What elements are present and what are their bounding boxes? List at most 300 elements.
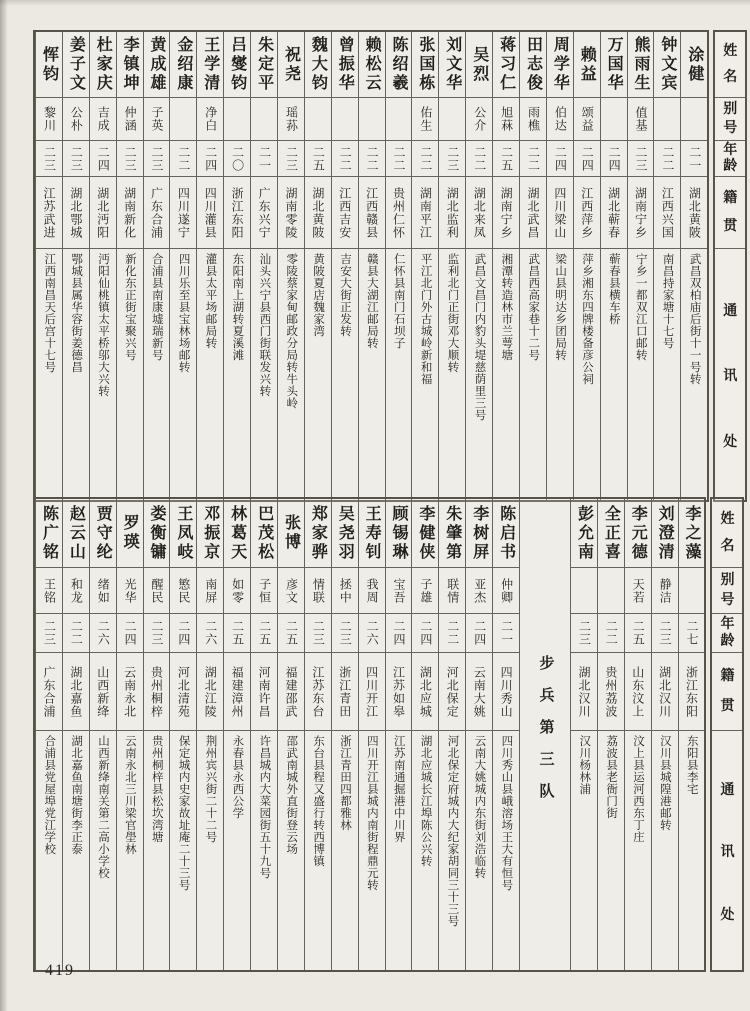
alias-cell [439,98,465,141]
native-cell [359,177,385,249]
person-column [492,32,519,500]
person-age: 二四 [392,620,407,646]
alias-cell [332,568,358,614]
person-column [223,499,250,970]
header-column [713,30,747,502]
name-cell [144,499,170,568]
age-cell [574,141,600,177]
person-column [143,32,170,500]
person-age: 二二 [526,145,541,172]
person-age: 二二 [472,145,487,172]
header-name-char: 姓 [720,511,735,527]
person-column [358,499,385,970]
native-cell [493,653,519,731]
age-cell [197,141,223,177]
native-cell [278,177,304,249]
person-address: 许昌城内大菜园街五十九号 [258,735,271,879]
header-name-char: 名 [723,70,738,86]
alias-cell [224,568,250,614]
alias-cell [547,98,573,141]
alias-cell [90,98,116,141]
person-age: 二六 [96,620,111,646]
person-native: 贵州仁怀 [391,186,406,239]
person-address: 汉川县城隍港邮转 [658,735,671,831]
person-address: 武昌文昌门内豹头堤慈荫里三号 [473,253,486,421]
alias-cell [466,568,492,614]
person-native: 湖北汉川 [657,665,672,718]
person-column [89,499,116,970]
address-cell [681,249,707,500]
person-native: 广东兴宁 [257,186,272,239]
alias-cell [493,98,519,141]
alias-cell [332,98,358,141]
person-native: 云南大姚 [472,665,487,718]
person-age: 二五 [499,145,514,172]
address-cell [197,731,223,970]
person-address: 永春县永西公学 [231,735,244,819]
address-cell [90,731,116,970]
person-address: 仁怀县南门石坝子 [392,253,405,349]
age-cell [278,614,304,653]
name-cell [493,499,519,568]
address-cell [628,249,654,500]
person-column [143,499,170,970]
header-address-char: 处 [723,434,738,450]
address-cell [63,249,89,500]
person-name: 刘文华 [443,36,461,93]
address-cell [117,249,143,500]
people-columns [33,497,706,972]
native-cell [63,177,89,249]
native-cell [386,653,412,731]
person-name: 陈绍羲 [390,36,408,93]
native-cell [386,177,412,249]
native-cell [63,653,89,731]
name-cell [386,499,412,568]
person-column [35,499,62,970]
person-name: 邓振京 [201,504,219,562]
alias-cell [654,98,680,141]
person-native: 山西新绛 [95,665,110,718]
person-name: 钟文宾 [658,36,676,93]
person-native: 湖南宁乡 [633,186,648,239]
person-column [385,499,412,970]
name-cell [412,499,438,568]
header-native-cell [715,177,745,249]
name-cell [466,32,492,98]
native-cell [681,177,707,249]
person-name: 恽钧 [40,45,58,84]
person-native: 浙江青田 [337,665,352,718]
person-alias: 净白 [203,106,218,132]
person-address: 萍乡湘东四牌楼备彦公祠 [581,253,593,385]
alias-cell [90,568,116,614]
age-cell [117,614,143,653]
alias-cell [63,98,89,141]
native-cell [652,653,678,731]
age-cell [493,141,519,177]
name-cell [681,32,707,98]
person-native: 四川灌县 [203,186,218,239]
alias-cell [63,568,89,614]
name-cell [36,499,62,568]
person-native: 四川开江 [364,665,379,718]
address-cell [278,249,304,500]
person-name: 彭允南 [575,504,593,562]
header-column [710,497,744,972]
header-name-char: 姓 [723,43,738,59]
person-name: 周学华 [551,36,569,93]
person-age: 二二 [660,145,675,172]
person-native: 福建漳州 [230,665,245,718]
person-alias: 子恒 [257,577,272,604]
person-alias: 颂益 [580,106,595,132]
person-age: 二一 [687,145,702,172]
address-cell [251,731,277,970]
native-cell [412,653,438,731]
person-alias: 仲卿 [499,577,514,604]
person-address: 南昌持家塘十七号 [661,253,674,349]
age-cell [466,614,492,653]
native-cell [90,177,116,249]
alias-cell [386,98,412,141]
person-age: 二二 [69,620,84,646]
person-alias: 彦文 [284,577,299,604]
person-column [304,499,331,970]
alias-cell [412,98,438,141]
name-cell [574,32,600,98]
age-cell [412,614,438,653]
address-cell [36,731,62,970]
alias-cell [493,568,519,614]
person-column [169,499,196,970]
page-number: 419 [45,962,75,979]
people-columns [33,30,709,502]
alias-cell [628,98,654,141]
person-address: 武昌西高家巷十二号 [527,253,540,361]
header-alias-char: 别 [720,573,735,588]
person-native: 湖北嘉鱼 [68,665,83,718]
age-cell [332,141,358,177]
unit-separator-column [519,499,570,970]
person-age: 二四 [607,145,622,172]
address-cell [386,249,412,500]
person-native: 湖南宁乡 [499,186,514,239]
person-column [116,32,143,500]
person-alias: 伯达 [553,106,568,132]
header-native-char: 贯 [720,699,735,715]
roster-table-top [33,30,747,502]
person-name: 李健侠 [416,504,434,562]
person-address: 赣县大湖江邮局转 [365,253,378,349]
person-age: 二七 [685,620,700,646]
person-address: 黄陂夏店魏家湾 [312,253,325,337]
native-cell [251,653,277,731]
person-native: 广东合浦 [149,186,164,239]
person-name: 黄成雄 [148,36,165,93]
name-cell [601,32,627,98]
person-address: 监利北门正街邓大顺转 [446,253,459,373]
person-name: 陈广铭 [40,504,58,562]
native-cell [305,177,331,249]
person-age: 二三 [284,145,299,172]
address-cell [466,731,492,970]
alias-cell [305,98,331,141]
person-name: 吴烈 [470,45,488,84]
alias-cell [144,98,170,141]
native-cell [439,177,465,249]
native-cell [197,177,223,249]
name-cell [197,32,223,98]
name-cell [652,499,678,568]
native-cell [224,177,250,249]
age-cell [251,614,277,653]
age-cell [90,614,116,653]
person-age: 二三 [150,620,164,646]
person-name: 巴茂松 [255,504,273,562]
name-cell [224,499,250,568]
age-cell [63,614,89,653]
address-cell [571,731,597,970]
age-cell [520,141,546,177]
person-address: 四川开江县城内南街程鼎元转 [365,735,378,891]
person-address: 江苏南通掘港中川界 [392,735,405,843]
person-age: 二四 [472,620,487,646]
header-address-char: 讯 [720,845,735,860]
person-name: 祝尧 [282,45,300,84]
address-cell [251,249,277,500]
person-age: 二三 [338,620,353,646]
header-name-cell [715,32,745,98]
native-cell [601,177,627,249]
person-address: 浙江青田四都雅林 [338,735,351,831]
person-name: 曾振华 [336,36,354,93]
address-cell [439,731,465,970]
header-name-cell [712,499,742,568]
person-name: 李镇坤 [121,36,139,93]
native-cell [144,177,170,249]
person-column [651,499,678,970]
header-age-char: 年 [720,616,735,632]
person-address: 贵州桐梓县松坎湾塘 [150,735,163,843]
age-cell [224,614,250,653]
person-alias: 慜民 [176,577,191,604]
person-alias: 子雄 [418,577,433,604]
native-cell [679,653,705,731]
alias-cell [598,568,624,614]
age-cell [36,614,62,653]
name-cell [117,32,143,98]
unit-label: 步兵第三队 [537,655,554,815]
age-cell [466,141,492,177]
age-cell [386,614,412,653]
roster-table-bottom [33,497,744,972]
person-address: 云南永北三川梁官壆林 [123,735,136,855]
person-alias: 吉成 [96,106,111,132]
alias-cell [679,568,705,614]
person-name: 王学清 [201,36,219,93]
age-cell [305,141,331,177]
person-name: 罗瑛 [121,514,139,552]
address-cell [574,249,600,500]
header-address-cell [715,249,745,500]
person-alias: 值基 [634,106,649,132]
name-cell [144,32,170,98]
native-cell [598,653,624,731]
age-cell [36,141,62,177]
person-native: 江苏如皋 [391,665,406,718]
native-cell [628,177,654,249]
person-column [411,32,438,500]
person-name: 张国栋 [416,36,434,93]
person-age: 二五 [311,145,326,172]
person-name: 娄衡镛 [148,504,165,562]
person-age: 二二 [365,145,380,172]
person-native: 河北保定 [445,665,460,718]
native-cell [332,653,358,731]
address-cell [493,249,519,500]
person-alias: 如零 [230,577,245,604]
person-age: 二三 [42,620,57,646]
alias-cell [359,98,385,141]
person-alias: 南屏 [203,577,218,604]
age-cell [571,614,597,653]
name-cell [63,499,89,568]
person-native: 江西兴国 [660,186,675,239]
header-address-char: 通 [720,782,735,798]
person-name: 吕燮钧 [228,36,246,93]
person-native: 江西吉安 [337,186,352,239]
person-alias: 瑶荪 [284,106,299,132]
person-column [411,499,438,970]
name-cell [36,32,62,98]
name-cell [598,499,624,568]
alias-cell [170,568,196,614]
address-cell [332,249,358,500]
address-cell [117,731,143,970]
name-cell [359,499,385,568]
age-cell [386,141,412,177]
person-address: 保定城内史家故址庵二十三号 [177,735,190,891]
age-cell [439,141,465,177]
name-cell [625,499,651,568]
header-name-char: 名 [720,539,735,555]
address-cell [170,249,196,500]
header-alias-cell [712,568,742,614]
person-name: 赖松云 [363,36,381,93]
person-native: 湖北蕲春 [606,186,621,239]
person-address: 东阳县李宅 [685,735,698,795]
address-cell [332,731,358,970]
person-age: 二二 [418,145,433,172]
person-native: 四川梁山 [552,186,567,239]
person-column [546,32,573,500]
person-column [223,32,250,500]
age-cell [547,141,573,177]
person-address: 邵武南城外直街登云场 [285,735,298,855]
age-cell [144,614,170,653]
alias-cell [439,568,465,614]
name-cell [224,32,250,98]
address-cell [520,249,546,500]
person-alias: 绪如 [96,577,111,604]
person-age: 二四 [123,620,138,646]
person-address: 汶上县运河西东丁庄 [632,735,644,843]
address-cell [359,731,385,970]
address-cell [601,249,627,500]
person-native: 湖北监利 [445,186,460,239]
person-native: 江苏武进 [41,186,56,239]
header-native-char: 籍 [720,668,735,684]
person-column [62,499,89,970]
person-column [492,499,519,970]
person-address: 云南大姚城内东街刘浩临转 [473,735,486,879]
person-name: 姜子文 [67,36,85,93]
name-cell [571,499,597,568]
person-name: 全正喜 [602,504,620,562]
person-name: 林葛天 [228,504,246,562]
person-column [358,32,385,500]
address-cell [90,249,116,500]
person-name: 李之藻 [683,504,701,562]
alias-cell [305,568,331,614]
name-cell [520,32,546,98]
address-cell [439,249,465,500]
alias-cell [601,98,627,141]
person-address: 蕲春县横车桥 [607,253,620,325]
person-age: 二六 [203,620,218,646]
person-alias: 静洁 [658,577,673,604]
person-column [62,32,89,500]
person-alias: 情联 [311,577,326,604]
age-cell [681,141,707,177]
age-cell [652,614,678,653]
address-cell [224,249,250,500]
address-cell [170,731,196,970]
native-cell [36,653,62,731]
name-cell [90,32,116,98]
person-column [89,32,116,500]
name-cell [466,499,492,568]
name-cell [386,32,412,98]
person-age: 二〇 [230,145,245,172]
address-cell [386,731,412,970]
person-age: 二四 [418,620,433,646]
person-column [678,499,705,970]
native-cell [574,177,600,249]
person-name: 郑家骅 [309,504,327,562]
person-name: 贾守纶 [94,504,112,562]
person-address: 河北保定府城内大纪家胡同三十三号 [446,735,459,927]
age-cell [601,141,627,177]
name-cell [117,499,143,568]
alias-cell [625,568,651,614]
name-cell [170,499,196,568]
person-name: 赵云山 [67,504,85,562]
person-name: 杜家庆 [94,36,112,93]
name-cell [628,32,654,98]
address-cell [652,731,678,970]
person-native: 湖北黄陂 [687,186,702,239]
header-alias-char: 号 [723,121,738,136]
person-column [385,32,412,500]
person-name: 魏大钧 [309,36,327,93]
person-age: 二一 [257,145,272,172]
person-native: 浙江东阳 [684,665,699,718]
person-native: 广东合浦 [41,665,56,718]
person-alias: 天若 [631,577,646,604]
address-cell [144,731,170,970]
